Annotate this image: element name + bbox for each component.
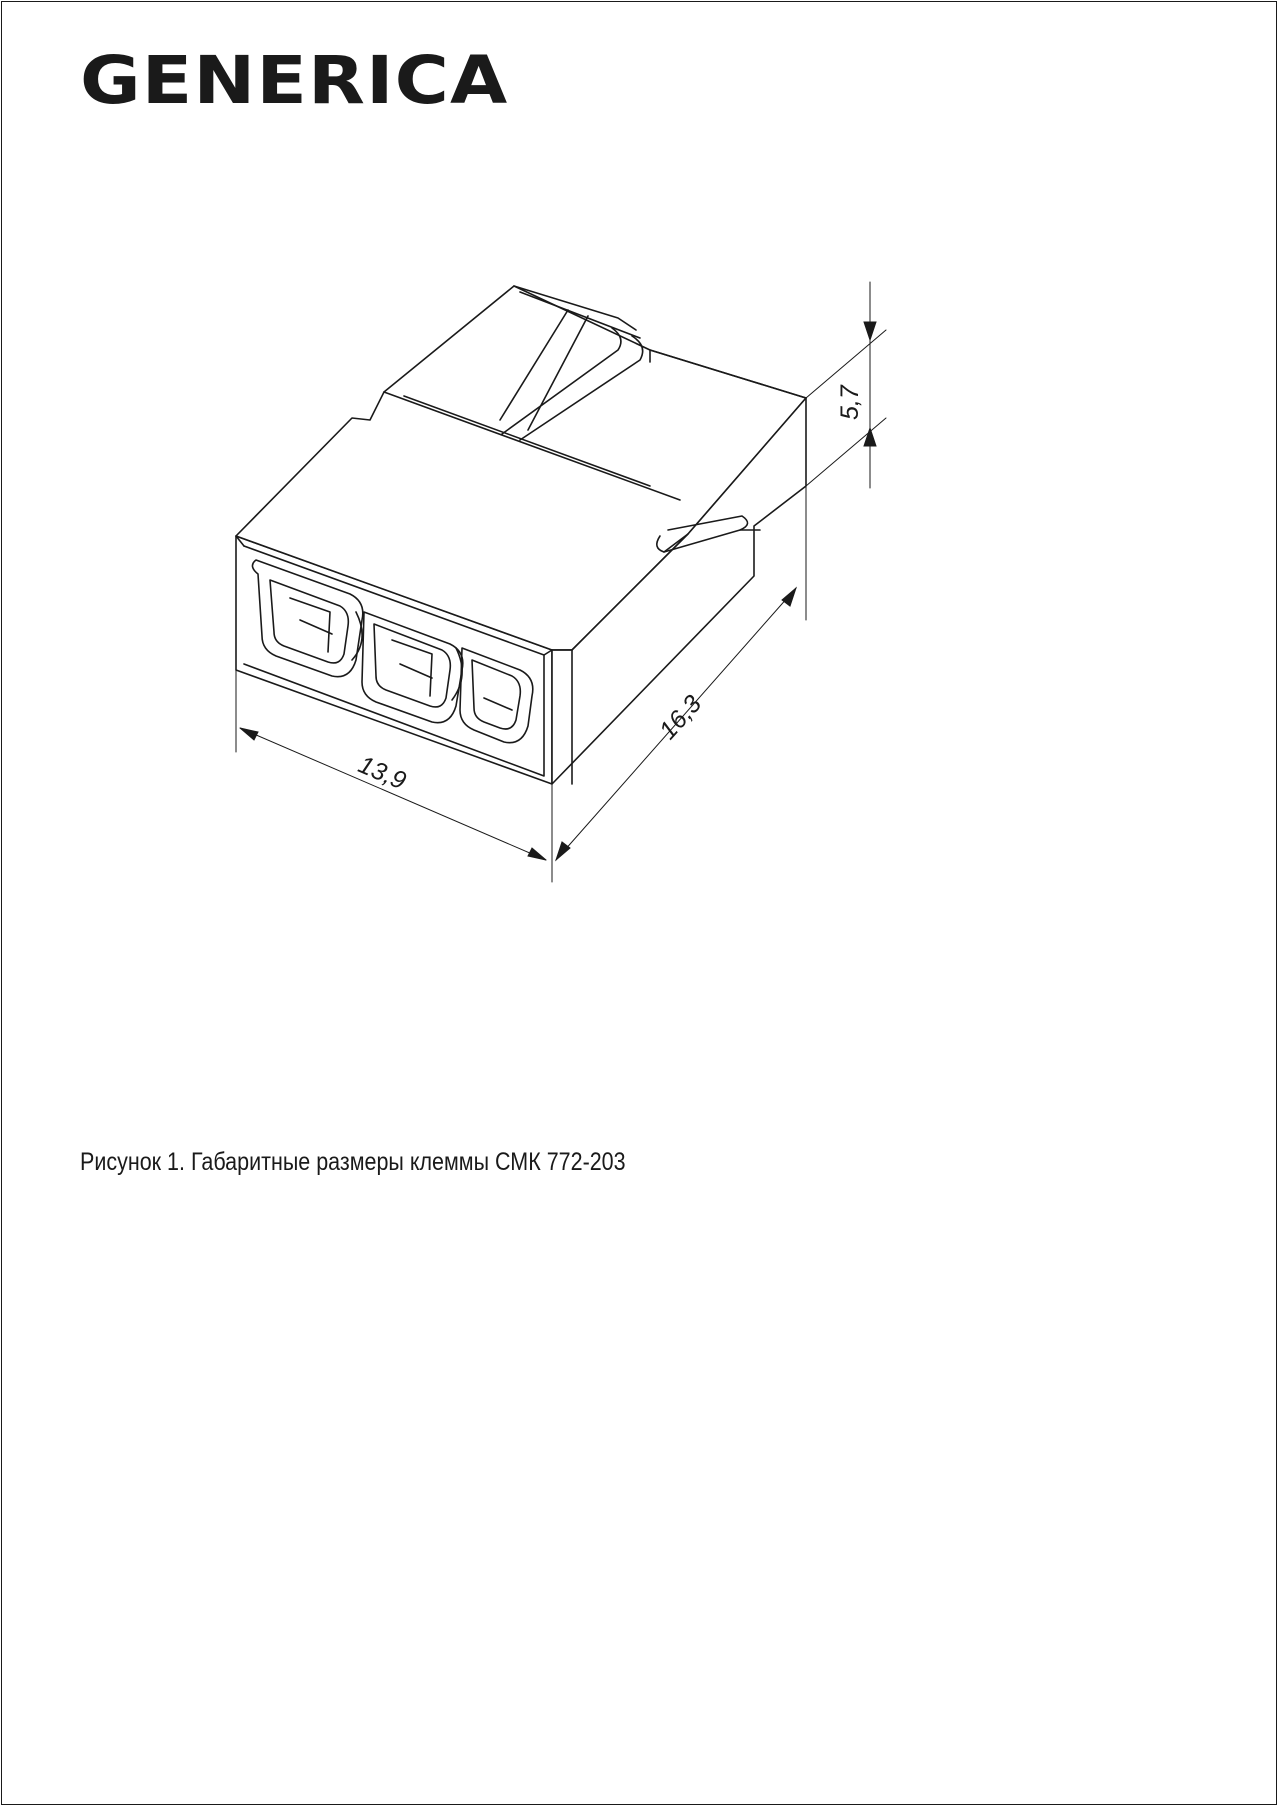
depth-dimension-label: 16,3 [653,689,708,745]
brand-logo: GENERICA [80,42,509,119]
figure-caption: Рисунок 1. Габаритные размеры клеммы СМК 772-203 [80,1148,626,1176]
connector-body [236,286,806,784]
height-dimension-label: 5,7 [836,385,864,420]
width-dimension-label: 13,9 [354,750,411,796]
dimension-height [806,282,886,488]
